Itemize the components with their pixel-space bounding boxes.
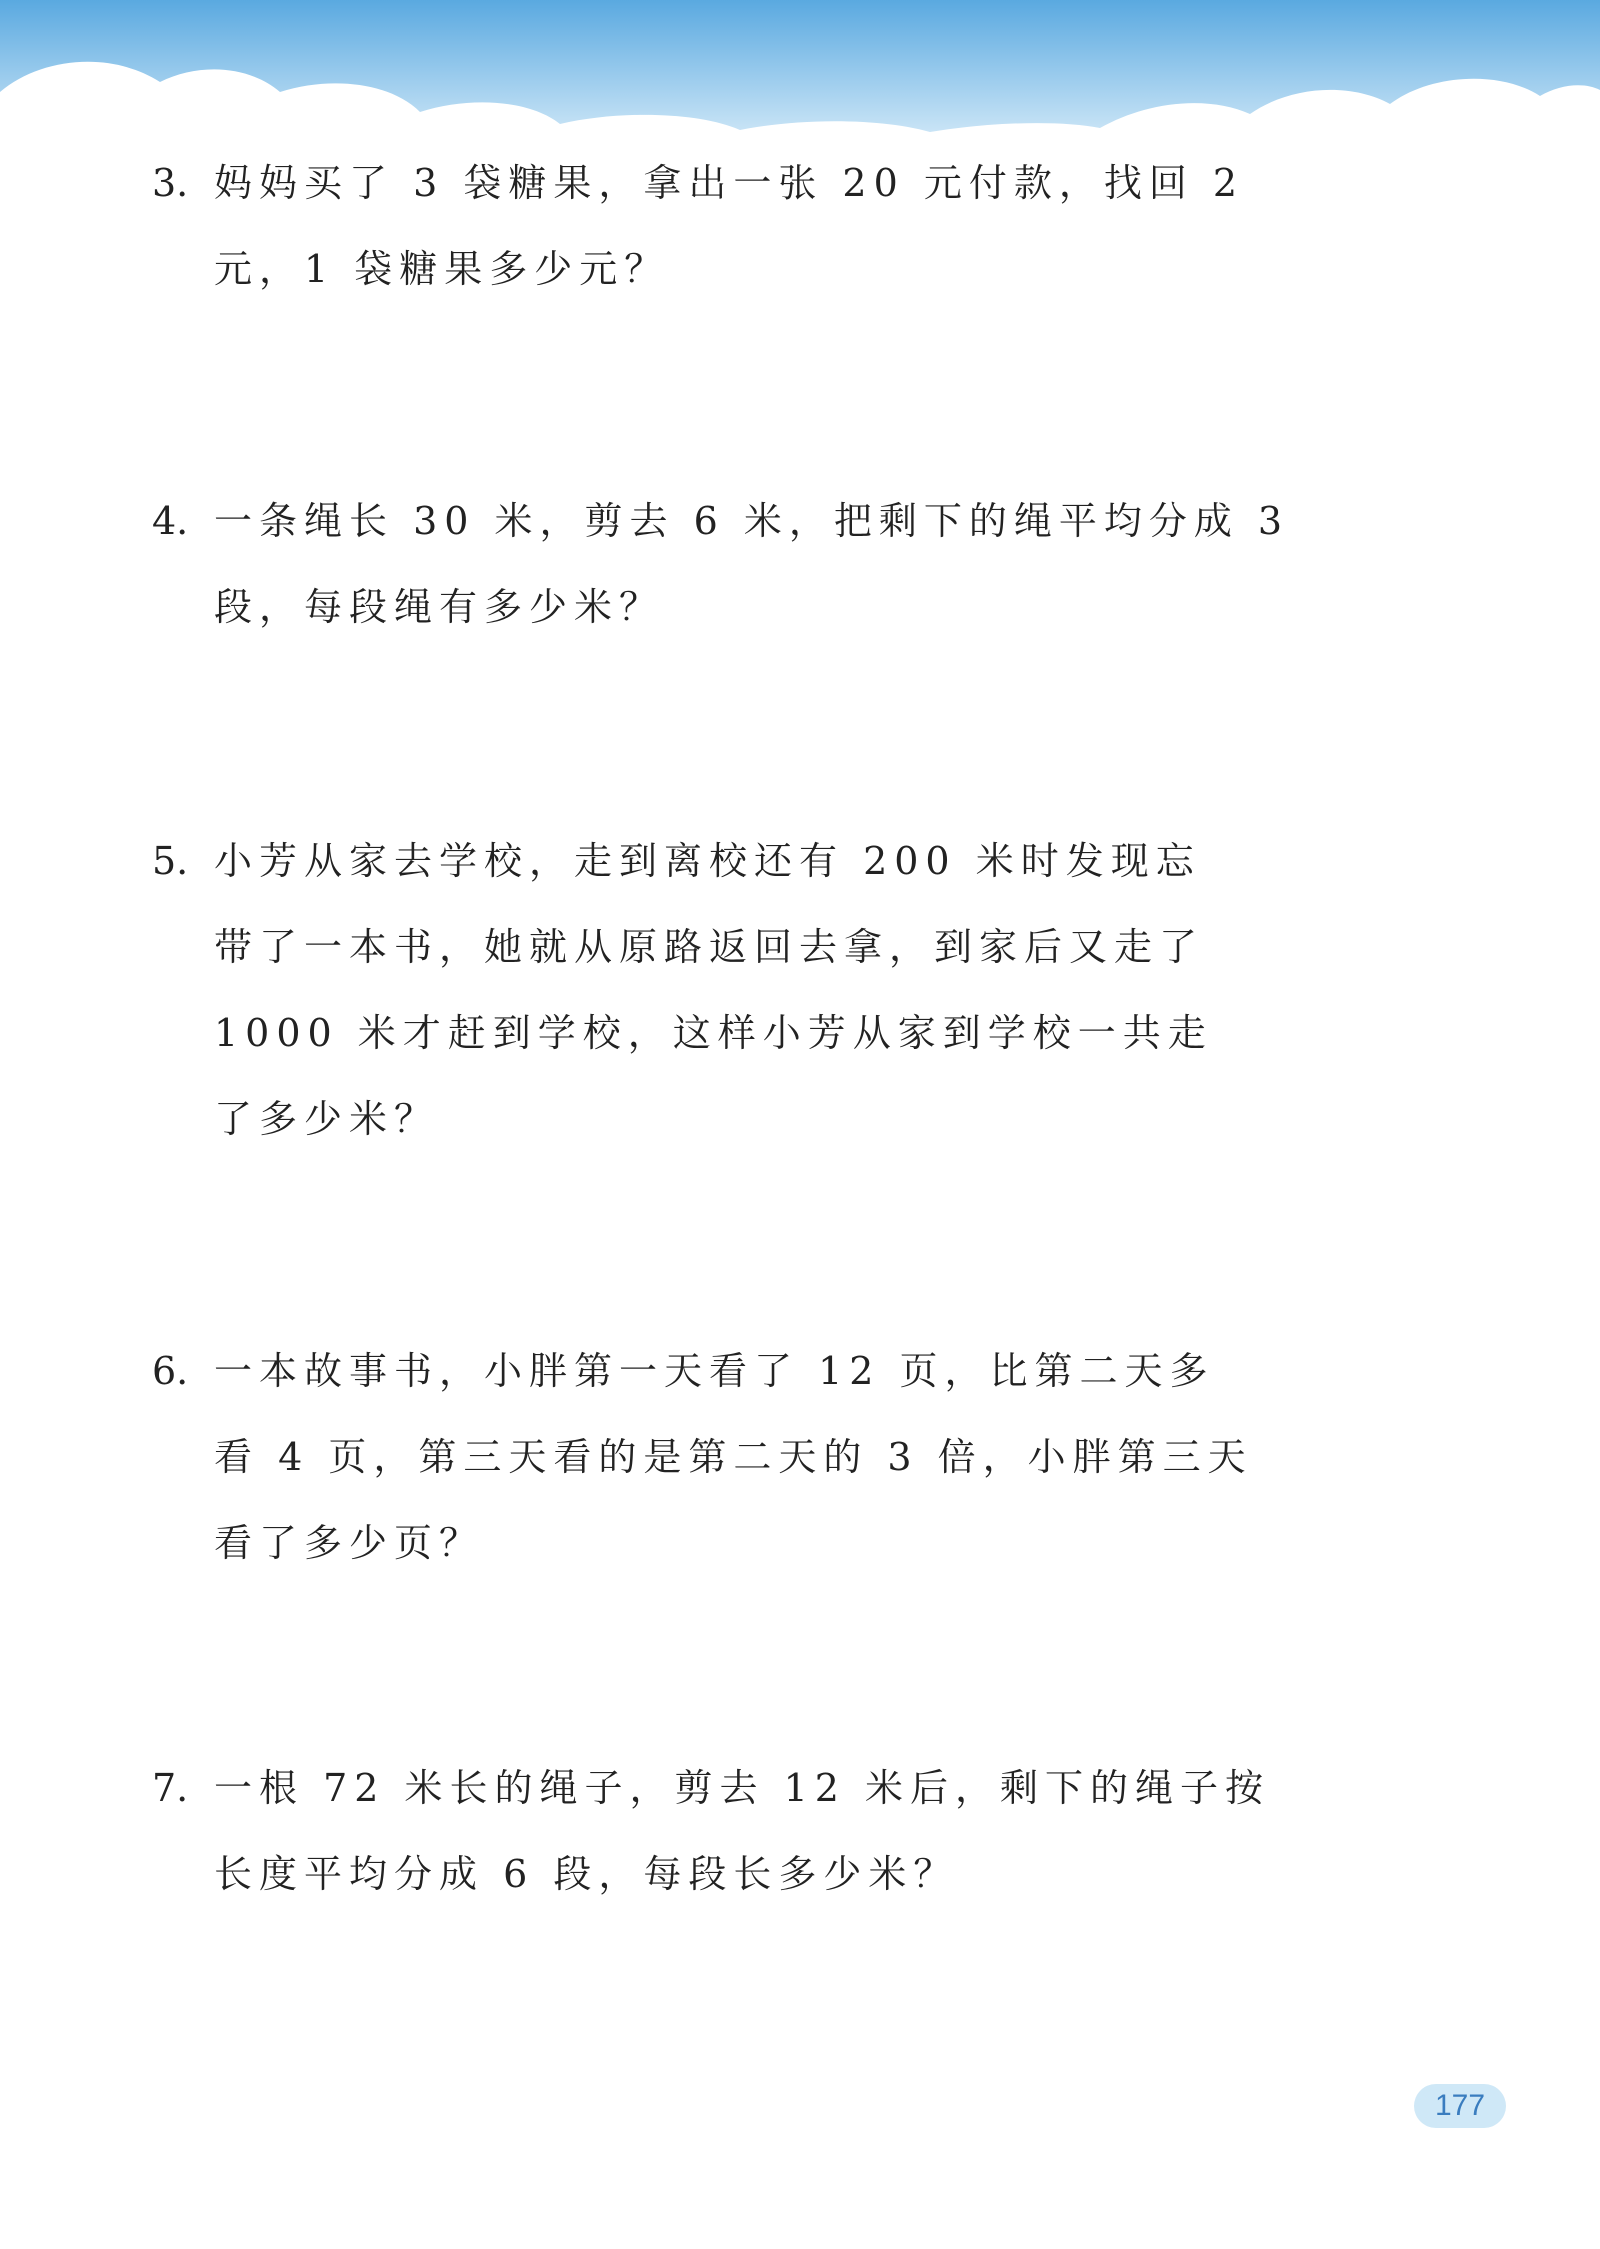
problem-line	[152, 1414, 1253, 1500]
problem-text: 了多少米？	[214, 1097, 440, 1141]
problem-text: 段，每段绳有多少米？	[214, 585, 665, 629]
problem-text: 一条绳长 30 米，剪去 6 米，把剩下的绳平均分成 3	[214, 499, 1290, 543]
problem-line	[152, 818, 1201, 904]
page-number: 177	[1414, 2084, 1506, 2128]
problem-number: 4.	[152, 499, 189, 543]
problem-line	[152, 140, 1245, 226]
problem-number: 6.	[152, 1349, 189, 1393]
problem-line	[152, 564, 1162, 650]
problem-text: 一根 72 米长的绳子，剪去 12 米后，剩下的绳子按	[214, 1766, 1271, 1810]
problem-text: 1000 米才赶到学校，这样小芳从家到学校一共走	[214, 1011, 1213, 1055]
problem-number: 7.	[152, 1766, 189, 1810]
problem-line	[152, 226, 1162, 312]
problem-text: 小芳从家去学校，走到离校还有 200 米时发现忘	[214, 839, 1201, 883]
problem-line	[152, 1500, 1162, 1586]
problem-line	[152, 1831, 1162, 1917]
problem-text: 带了一本书，她就从原路返回去拿，到家后又走了	[214, 925, 1205, 969]
problem-text: 看 4 页，第三天看的是第二天的 3 倍，小胖第三天	[214, 1435, 1253, 1479]
problem-6	[152, 1328, 1253, 1586]
problem-line	[152, 1328, 1215, 1414]
problem-line	[152, 1076, 1162, 1162]
problem-text: 长度平均分成 6 段，每段长多少米？	[214, 1852, 959, 1896]
problem-line	[152, 990, 1213, 1076]
problem-number: 3.	[152, 161, 189, 205]
problem-text: 一本故事书，小胖第一天看了 12 页，比第二天多	[214, 1349, 1215, 1393]
problem-5	[152, 818, 1213, 1162]
problem-7	[152, 1745, 1271, 1917]
problem-number: 5.	[152, 839, 189, 883]
problem-text: 妈妈买了 3 袋糖果，拿出一张 20 元付款，找回 2	[214, 161, 1245, 205]
problem-text: 元，1 袋糖果多少元？	[214, 247, 670, 291]
problem-4	[152, 478, 1290, 650]
problem-line	[152, 904, 1205, 990]
problem-text: 看了多少页？	[214, 1521, 485, 1565]
problem-line	[152, 478, 1290, 564]
problem-3	[152, 140, 1245, 312]
problem-line	[152, 1745, 1271, 1831]
